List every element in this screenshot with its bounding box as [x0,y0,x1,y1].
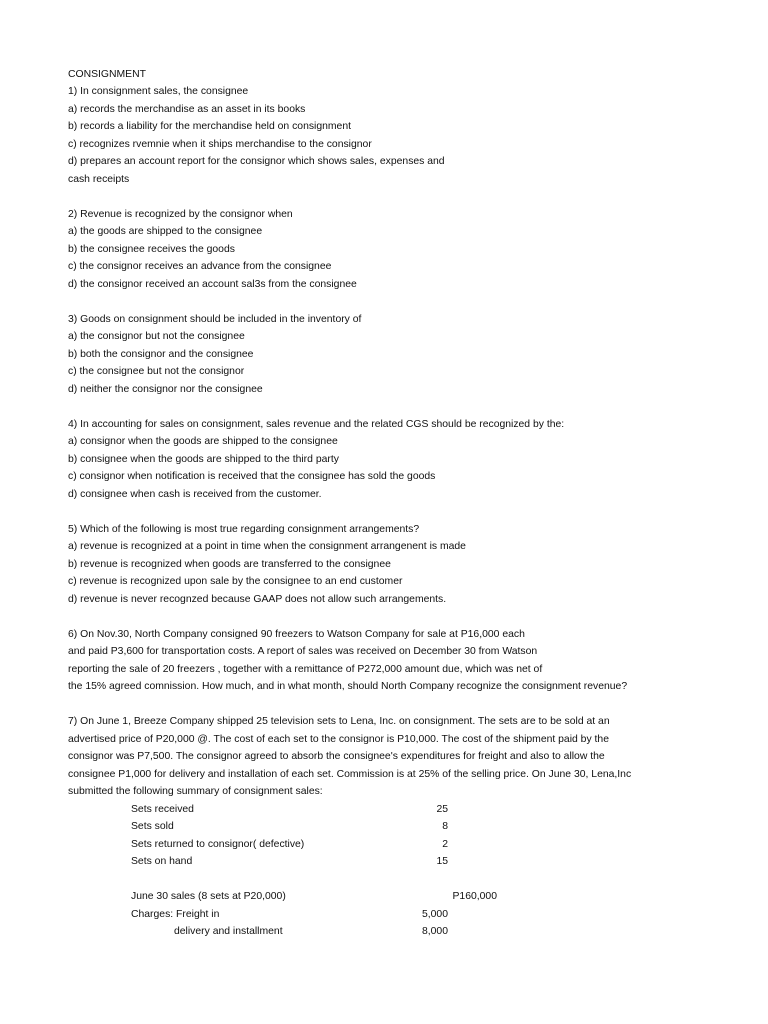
q7-line-2: advertised price of P20,000 @. The cost of each set to the consignor is P10,000. The cost of the shipment paid by the [68,734,609,745]
document-title: CONSIGNMENT [68,69,146,80]
sales-label: June 30 sales (8 sets at P20,000) [131,891,286,902]
q5-option-d: d) revenue is never recognzed because GAAP does not allow such arrangements. [68,594,447,605]
q3-option-d: d) neither the consignor nor the consignee [68,384,263,395]
q2-stem: 2) Revenue is recognized by the consignor when [68,209,293,220]
q4-option-d: d) consignee when cash is received from the customer. [68,489,322,500]
q7-line-5: submitted the following summary of consignment sales: [68,786,323,797]
q2-option-a: a) the goods are shipped to the consignee [68,226,263,237]
sales-value: P160,000 [452,891,497,902]
q5-option-b: b) revenue is recognized when goods are transferred to the consignee [68,559,391,570]
summary-label: Sets sold [131,821,174,832]
q5-stem: 5) Which of the following is most true regarding consignment arrangements? [68,524,420,535]
summary-value: 25 [436,804,448,815]
q3-option-a: a) the consignor but not the consignee [68,331,245,342]
charges-freight-label: Charges: Freight in [131,909,220,920]
q6-line-2: and paid P3,600 for transportation costs. A report of sales was received on December 30 from Watson [68,646,538,657]
q4-option-a: a) consignor when the goods are shipped to the consignee [68,436,338,447]
freight-value: 5,000 [421,909,448,920]
q1-option-c: c) recognizes rvemnie when it ships merchandise to the consignor [68,139,372,150]
delivery-value: 8,000 [421,926,448,937]
q1-stem: 1) In consignment sales, the consignee [68,86,249,97]
summary-value: 15 [436,856,448,867]
summary-label: Sets received [131,804,194,815]
q2-option-d: d) the consignor received an account sal3s from the consignee [68,279,357,290]
summary-value: 2 [442,839,448,850]
summary-label: Sets returned to consignor( defective) [131,839,305,850]
q6-line-3: reporting the sale of 20 freezers , together with a remittance of P272,000 amount due, which was net of [68,664,543,675]
q4-option-b: b) consignee when the goods are shipped to the third party [68,454,339,465]
q3-option-b: b) both the consignor and the consignee [68,349,254,360]
q3-stem: 3) Goods on consignment should be included in the inventory of [68,314,362,325]
q5-option-c: c) revenue is recognized upon sale by the consignee to an end customer [68,576,403,587]
q2-option-c: c) the consignor receives an advance from the consignee [68,261,332,272]
q1-option-d: d) prepares an account report for the consignor which shows sales, expenses and [68,156,445,167]
summary-value: 8 [442,821,448,832]
q6-line-4: the 15% agreed comnission. How much, and in what month, should North Company recognize the consignment revenue? [68,681,628,692]
q3-option-c: c) the consignee but not the consignor [68,366,245,377]
q7-line-3: consignor was P7,500. The consignor agreed to absorb the consignee's expenditures for freight and also to allow the [68,751,605,762]
q4-option-c: c) consignor when notification is received that the consignee has sold the goods [68,471,436,482]
q7-line-4: consignee P1,000 for delivery and installation of each set. Commission is at 25% of the selling price. On June 30, Lena,Inc [68,769,632,780]
q1-option-a: a) records the merchandise as an asset in its books [68,104,306,115]
summary-label: Sets on hand [131,856,193,867]
q2-option-b: b) the consignee receives the goods [68,244,235,255]
q1-option-d-cont: cash receipts [68,174,130,185]
q1-option-b: b) records a liability for the merchandise held on consignment [68,121,352,132]
delivery-label: delivery and installment [174,926,283,937]
q6-line-1: 6) On Nov.30, North Company consigned 90 freezers to Watson Company for sale at P16,000 each [68,629,525,640]
q7-line-1: 7) On June 1, Breeze Company shipped 25 television sets to Lena, Inc. on consignment. The sets are to be sold at an [68,716,610,727]
q5-option-a: a) revenue is recognized at a point in time when the consignment arrangenent is made [68,541,466,552]
q4-stem: 4) In accounting for sales on consignment, sales revenue and the related CGS should be recognized by the: [68,419,565,430]
